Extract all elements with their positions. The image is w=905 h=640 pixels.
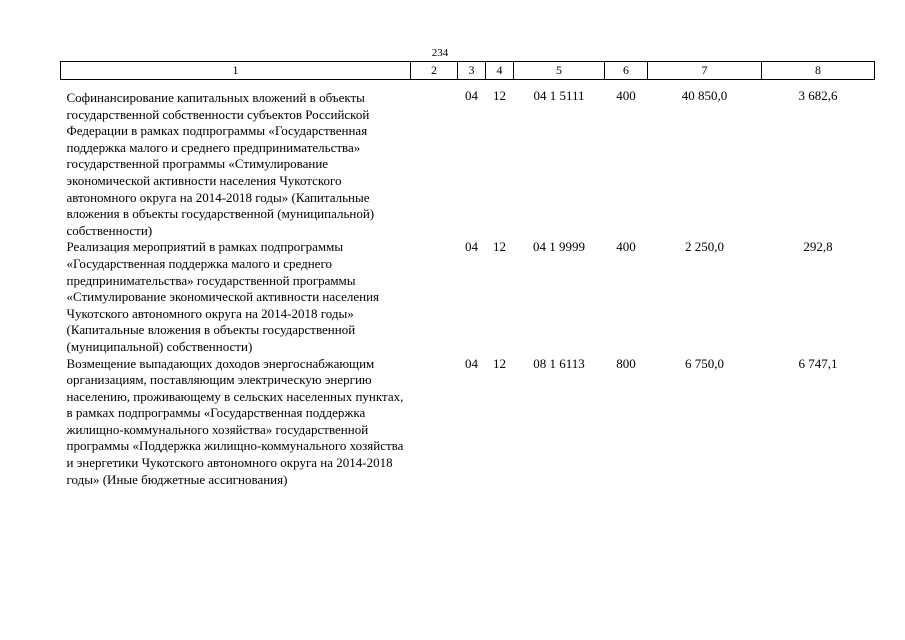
row-amount-executed: 3 682,6 <box>798 88 838 103</box>
row-amount-executed: 6 747,1 <box>798 355 838 371</box>
header-row <box>61 62 875 80</box>
row-col-2 <box>411 80 458 240</box>
column-header-4: 4 <box>486 62 514 80</box>
table-row <box>61 80 875 240</box>
row-description: Возмещение выпадающих доходов энергоснабжающим организациям, поставляющим электрическую энергию населению, проживающему в сельских населенных пунктах, в рамках подпрограммы «Государственная поддержка жилищно-коммунального хозяйства» государственной программы «Поддержка жилищно-коммунального хозяйства и энергетики Чукотского автономного округа на 2014-2018 годы» (Иные бюджетные ассигнования) <box>66 355 404 487</box>
row-subsection: 12 <box>493 355 506 371</box>
table-row <box>61 356 875 489</box>
column-header-2: 2 <box>411 62 458 80</box>
row-expense-type: 400 <box>616 88 636 103</box>
row-expense-type: 400 <box>616 239 636 255</box>
row-amount-planned: 40 850,0 <box>681 88 728 103</box>
row-description: Реализация мероприятий в рамках подпрограммы «Государственная поддержка малого и среднего предпринимательства» государственной программы «Стимулирование экономической активности населения Чукотского автономного округа на 2014-2018 годы» (Капитальные вложения в объекты государственной (муниципальной) собственности) <box>66 239 380 354</box>
row-description: Софинансирование капитальных вложений в объекты государственной собственности субъектов Российской Федерации в рамках подпрограммы «Государственная поддержка малого и среднего предпринимательства» государственной программы «Стимулирование экономической активности населения Чукотского автономного округа на 2014-2018 годы» (Капитальные вложения в объекты государственной (муниципальной) собственности) <box>66 90 375 238</box>
row-amount-planned: 2 250,0 <box>685 239 724 255</box>
row-col-2 <box>411 239 458 355</box>
row-section: 04 <box>465 88 478 103</box>
column-header-6: 6 <box>605 62 648 80</box>
column-header-3: 3 <box>458 62 486 80</box>
row-target-article: 08 1 6113 <box>533 355 585 371</box>
row-section: 04 <box>465 355 478 371</box>
row-subsection: 12 <box>493 239 506 255</box>
row-expense-type: 800 <box>616 355 636 371</box>
row-amount-planned: 6 750,0 <box>685 355 724 371</box>
row-target-article: 04 1 5111 <box>533 88 585 103</box>
column-header-1: 1 <box>61 62 411 80</box>
column-header-7: 7 <box>648 62 762 80</box>
table-row <box>61 239 875 355</box>
row-section: 04 <box>465 239 478 255</box>
row-amount-executed: 292,8 <box>803 239 833 255</box>
column-header-5: 5 <box>514 62 605 80</box>
page-number: 234 <box>431 47 449 59</box>
row-target-article: 04 1 9999 <box>533 239 585 255</box>
column-header-8: 8 <box>762 62 875 80</box>
row-subsection: 12 <box>493 88 506 103</box>
row-col-2 <box>411 356 458 489</box>
budget-table <box>60 61 875 488</box>
